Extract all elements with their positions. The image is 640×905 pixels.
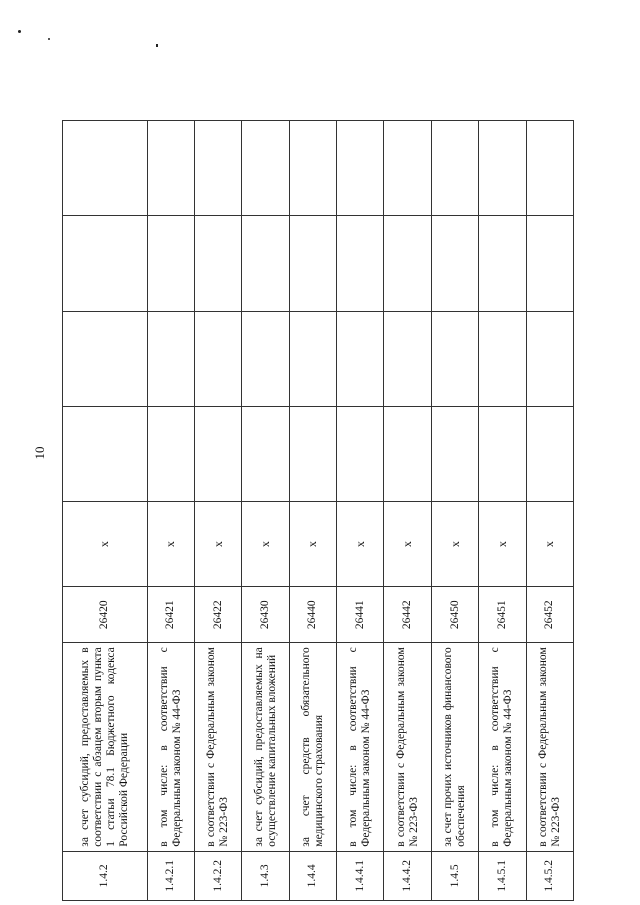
row-code: 26442 (384, 587, 431, 643)
table-row (289, 121, 336, 901)
row-description: в том числе: в соответствии с Федеральным законом № 44-ФЗ (479, 643, 526, 851)
row-code: 26420 (63, 587, 148, 643)
empty-cell (337, 406, 384, 501)
scan-dot-mark (156, 44, 158, 47)
row-code: 26441 (337, 587, 384, 643)
empty-cell (147, 216, 194, 311)
table-row (479, 121, 526, 901)
table-row (242, 121, 289, 901)
empty-cell (384, 406, 431, 501)
table-row (195, 121, 242, 901)
row-code: 26450 (431, 587, 478, 643)
empty-cell (63, 121, 148, 216)
row-mark: x (479, 502, 526, 587)
empty-cell (289, 121, 336, 216)
empty-cell (147, 406, 194, 501)
table-row (384, 121, 431, 901)
table-row (431, 121, 478, 901)
row-mark: x (526, 502, 573, 587)
empty-cell (147, 121, 194, 216)
table-row (147, 121, 194, 901)
table-body (63, 121, 574, 901)
table-row (526, 121, 573, 901)
empty-cell (479, 406, 526, 501)
row-number: 1.4.4.2 (384, 851, 431, 900)
budget-table-rotated (62, 120, 574, 901)
empty-cell (242, 216, 289, 311)
scan-dot-mark (48, 38, 50, 40)
empty-cell (147, 311, 194, 406)
empty-cell (431, 216, 478, 311)
empty-cell (242, 311, 289, 406)
row-description: в соответствии с Федеральным законом № 223-ФЗ (526, 643, 573, 851)
empty-cell (195, 311, 242, 406)
empty-cell (526, 311, 573, 406)
row-number: 1.4.2.1 (147, 851, 194, 900)
row-code: 26440 (289, 587, 336, 643)
row-mark: x (384, 502, 431, 587)
empty-cell (337, 121, 384, 216)
row-description: в соответствии с Федеральным законом № 223-ФЗ (195, 643, 242, 851)
row-number: 1.4.2.2 (195, 851, 242, 900)
row-number: 1.4.2 (63, 851, 148, 900)
empty-cell (431, 121, 478, 216)
row-description: за счет прочих источников финансового обеспечения (431, 643, 478, 851)
empty-cell (195, 216, 242, 311)
row-code: 26421 (147, 587, 194, 643)
row-code: 26452 (526, 587, 573, 643)
row-number: 1.4.3 (242, 851, 289, 900)
row-number: 1.4.4.1 (337, 851, 384, 900)
empty-cell (289, 216, 336, 311)
row-code: 26451 (479, 587, 526, 643)
empty-cell (63, 216, 148, 311)
row-number: 1.4.5.1 (479, 851, 526, 900)
row-mark: x (63, 502, 148, 587)
empty-cell (384, 311, 431, 406)
empty-cell (63, 406, 148, 501)
empty-cell (242, 406, 289, 501)
scan-dot-mark (18, 30, 21, 33)
row-description: в том числе: в соответствии с Федеральным законом № 44-ФЗ (147, 643, 194, 851)
empty-cell (289, 311, 336, 406)
page-number: 10 (32, 446, 47, 460)
row-number: 1.4.4 (289, 851, 336, 900)
row-description: за счет субсидий, предоставляемых на осуществление капитальных вложений (242, 643, 289, 851)
empty-cell (289, 406, 336, 501)
row-mark: x (147, 502, 194, 587)
row-description: в том числе: в соответствии с Федеральным законом № 44-ФЗ (337, 643, 384, 851)
empty-cell (195, 406, 242, 501)
empty-cell (479, 121, 526, 216)
empty-cell (431, 406, 478, 501)
empty-cell (63, 311, 148, 406)
empty-cell (384, 121, 431, 216)
empty-cell (337, 311, 384, 406)
empty-cell (195, 121, 242, 216)
budget-table (62, 120, 574, 901)
row-description: за счет субсидий, предоставляемых в соответствии с абзацем вторым пункта 1 статьи 78.1 Бюджетного кодекса Российской Федерации (63, 643, 148, 851)
empty-cell (479, 216, 526, 311)
empty-cell (526, 121, 573, 216)
empty-cell (479, 311, 526, 406)
empty-cell (337, 216, 384, 311)
row-code: 26422 (195, 587, 242, 643)
empty-cell (431, 311, 478, 406)
table-row (63, 121, 148, 901)
row-number: 1.4.5 (431, 851, 478, 900)
row-number: 1.4.5.2 (526, 851, 573, 900)
row-mark: x (242, 502, 289, 587)
table-row (337, 121, 384, 901)
empty-cell (384, 216, 431, 311)
row-mark: x (431, 502, 478, 587)
row-description: в соответствии с Федеральным законом № 223-ФЗ (384, 643, 431, 851)
row-mark: x (289, 502, 336, 587)
row-mark: x (195, 502, 242, 587)
empty-cell (526, 216, 573, 311)
empty-cell (526, 406, 573, 501)
row-description: за счет средств обязательного медицинского страхования (289, 643, 336, 851)
empty-cell (242, 121, 289, 216)
row-mark: x (337, 502, 384, 587)
row-code: 26430 (242, 587, 289, 643)
